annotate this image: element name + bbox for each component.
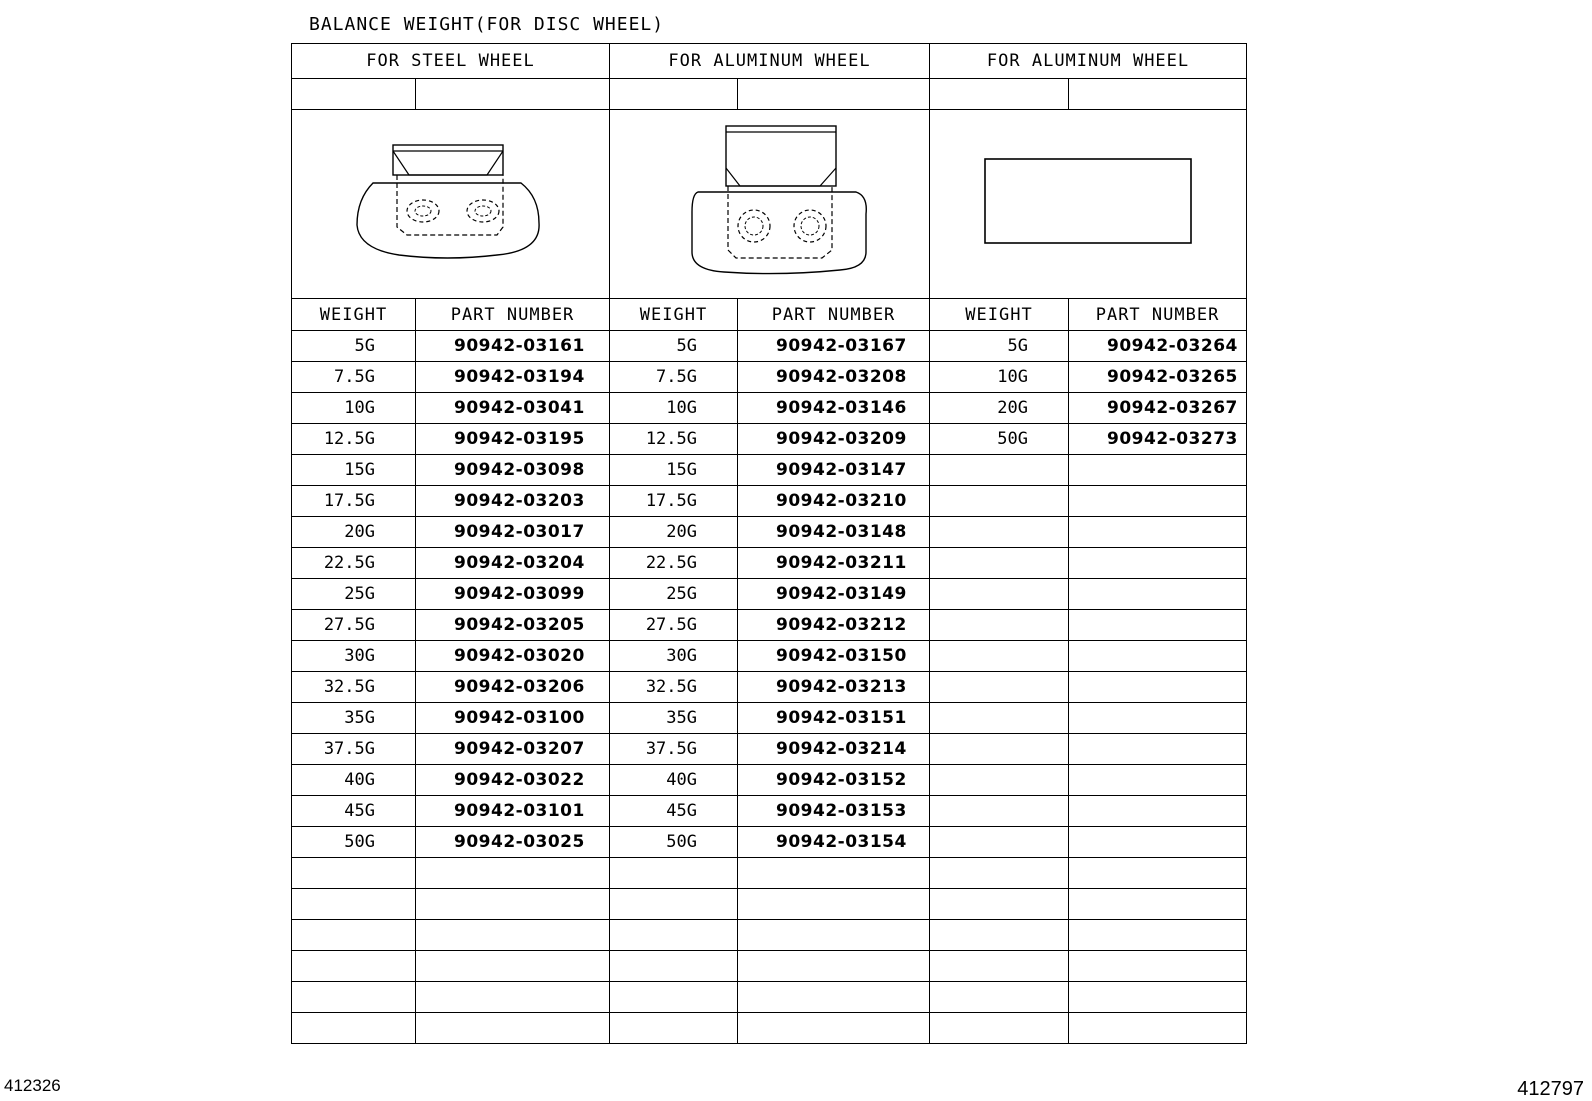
aluminum-part-number-cell: [738, 1013, 930, 1044]
aluminum-weight-cell: [610, 920, 738, 951]
steel-weight-cell: 12.5G: [292, 424, 416, 455]
steel-weight-cell: 15G: [292, 455, 416, 486]
blank-cell: [610, 79, 738, 110]
adhesive-weight-cell: [930, 920, 1069, 951]
balance-weight-table: [291, 43, 1247, 1044]
steel-part-number-cell: 90942-03205: [416, 610, 610, 641]
aluminum-weight-cell: 30G: [610, 641, 738, 672]
steel-weight-cell: 30G: [292, 641, 416, 672]
steel-weight-cell: 22.5G: [292, 548, 416, 579]
adhesive-weight-cell: [930, 486, 1069, 517]
steel-part-number-cell: 90942-03100: [416, 703, 610, 734]
steel-part-number-cell: 90942-03099: [416, 579, 610, 610]
aluminum-part-number-cell: [738, 858, 930, 889]
table-row: [292, 672, 1247, 703]
aluminum-weight-cell: [610, 1013, 738, 1044]
aluminum-part-number-cell: [738, 889, 930, 920]
col-header-weight: WEIGHT: [610, 299, 738, 331]
adhesive-weight-cell: [930, 765, 1069, 796]
aluminum-weight-cell: [610, 951, 738, 982]
aluminum-part-number-cell: 90942-03146: [738, 393, 930, 424]
table-row: [292, 1013, 1247, 1044]
section-header-aluminum-1: FOR ALUMINUM WHEEL: [610, 44, 930, 79]
steel-part-number-cell: [416, 982, 610, 1013]
col-header-weight: WEIGHT: [930, 299, 1069, 331]
steel-weight-cell: 45G: [292, 796, 416, 827]
col-header-weight: WEIGHT: [292, 299, 416, 331]
steel-part-number-cell: [416, 858, 610, 889]
aluminum-part-number-cell: 90942-03153: [738, 796, 930, 827]
drawing-row: [292, 110, 1247, 299]
table-row: [292, 393, 1247, 424]
adhesive-weight-cell: [930, 641, 1069, 672]
adhesive-weight-cell: [930, 610, 1069, 641]
adhesive-weight-cell: [930, 517, 1069, 548]
adhesive-part-number-cell: [1069, 579, 1247, 610]
table-row: [292, 331, 1247, 362]
aluminum-part-number-cell: 90942-03212: [738, 610, 930, 641]
table-row: [292, 920, 1247, 951]
table-row: [292, 579, 1247, 610]
steel-weight-cell: 32.5G: [292, 672, 416, 703]
steel-part-number-cell: [416, 920, 610, 951]
steel-weight-cell: 17.5G: [292, 486, 416, 517]
steel-part-number-cell: 90942-03195: [416, 424, 610, 455]
steel-weight-cell: 7.5G: [292, 362, 416, 393]
aluminum-weight-cell: 45G: [610, 796, 738, 827]
steel-part-number-cell: 90942-03098: [416, 455, 610, 486]
adhesive-weight-cell: [930, 734, 1069, 765]
steel-weight-cell: 37.5G: [292, 734, 416, 765]
table-row: [292, 827, 1247, 858]
aluminum-part-number-cell: [738, 920, 930, 951]
steel-part-number-cell: [416, 1013, 610, 1044]
table-row: [292, 455, 1247, 486]
aluminum-weight-cell: 37.5G: [610, 734, 738, 765]
adhesive-weight-cell: [930, 889, 1069, 920]
aluminum-weight-cell: [610, 858, 738, 889]
table-row: [292, 951, 1247, 982]
aluminum-part-number-cell: 90942-03208: [738, 362, 930, 393]
aluminum-part-number-cell: 90942-03149: [738, 579, 930, 610]
figure-id-right: 412797: [1517, 1078, 1584, 1100]
adhesive-weight-cell: [930, 703, 1069, 734]
adhesive-part-number-cell: [1069, 827, 1247, 858]
aluminum-weight-cell: 20G: [610, 517, 738, 548]
steel-weight-cell: 40G: [292, 765, 416, 796]
aluminum-part-number-cell: 90942-03210: [738, 486, 930, 517]
aluminum-weight-cell: 7.5G: [610, 362, 738, 393]
aluminum-weight-drawing-cell: [610, 110, 930, 299]
aluminum-weight-cell: 40G: [610, 765, 738, 796]
aluminum-weight-cell: [610, 982, 738, 1013]
adhesive-weight-cell: [930, 672, 1069, 703]
blank-cell: [416, 79, 610, 110]
aluminum-weight-cell: 15G: [610, 455, 738, 486]
aluminum-part-number-cell: [738, 982, 930, 1013]
table-row: [292, 982, 1247, 1013]
blank-subheader-row: [292, 79, 1247, 110]
steel-weight-cell: 50G: [292, 827, 416, 858]
table-row: [292, 858, 1247, 889]
adhesive-weight-cell: [930, 951, 1069, 982]
adhesive-part-number-cell: [1069, 486, 1247, 517]
adhesive-weight-cell: 50G: [930, 424, 1069, 455]
steel-weight-cell: 25G: [292, 579, 416, 610]
adhesive-part-number-cell: [1069, 765, 1247, 796]
steel-weight-cell: [292, 982, 416, 1013]
adhesive-part-number-cell: 90942-03265: [1069, 362, 1247, 393]
steel-part-number-cell: 90942-03207: [416, 734, 610, 765]
adhesive-weight-drawing: [983, 157, 1193, 247]
aluminum-weight-cell: 32.5G: [610, 672, 738, 703]
steel-part-number-cell: 90942-03020: [416, 641, 610, 672]
col-header-part-number: PART NUMBER: [416, 299, 610, 331]
table-row: [292, 548, 1247, 579]
aluminum-part-number-cell: 90942-03147: [738, 455, 930, 486]
aluminum-weight-cell: [610, 889, 738, 920]
aluminum-weight-cell: 25G: [610, 579, 738, 610]
steel-weight-cell: 35G: [292, 703, 416, 734]
table-row: [292, 517, 1247, 548]
steel-weight-cell: 10G: [292, 393, 416, 424]
aluminum-weight-cell: 12.5G: [610, 424, 738, 455]
aluminum-part-number-cell: 90942-03150: [738, 641, 930, 672]
table-row: [292, 610, 1247, 641]
aluminum-part-number-cell: 90942-03152: [738, 765, 930, 796]
figure-id-left: 412326: [4, 1076, 61, 1095]
col-header-part-number: PART NUMBER: [1069, 299, 1247, 331]
blank-cell: [292, 79, 416, 110]
adhesive-weight-cell: 10G: [930, 362, 1069, 393]
steel-part-number-cell: 90942-03206: [416, 672, 610, 703]
steel-part-number-cell: 90942-03161: [416, 331, 610, 362]
blank-cell: [930, 79, 1069, 110]
section-header-aluminum-2: FOR ALUMINUM WHEEL: [930, 44, 1247, 79]
column-header-row: [292, 299, 1247, 331]
aluminum-weight-cell: 10G: [610, 393, 738, 424]
aluminum-weight-cell: 5G: [610, 331, 738, 362]
adhesive-weight-cell: [930, 1013, 1069, 1044]
steel-part-number-cell: 90942-03017: [416, 517, 610, 548]
aluminum-part-number-cell: 90942-03213: [738, 672, 930, 703]
adhesive-part-number-cell: 90942-03267: [1069, 393, 1247, 424]
adhesive-part-number-cell: [1069, 858, 1247, 889]
steel-weight-cell: [292, 858, 416, 889]
table-row: [292, 641, 1247, 672]
aluminum-weight-cell: 22.5G: [610, 548, 738, 579]
adhesive-part-number-cell: [1069, 734, 1247, 765]
adhesive-weight-cell: [930, 455, 1069, 486]
aluminum-clip-weight-drawing: [670, 122, 870, 282]
adhesive-part-number-cell: [1069, 548, 1247, 579]
steel-part-number-cell: 90942-03194: [416, 362, 610, 393]
adhesive-weight-cell: [930, 796, 1069, 827]
aluminum-part-number-cell: 90942-03167: [738, 331, 930, 362]
table-row: [292, 889, 1247, 920]
adhesive-weight-drawing-cell: [930, 110, 1247, 299]
aluminum-part-number-cell: 90942-03151: [738, 703, 930, 734]
table-row: [292, 703, 1247, 734]
adhesive-part-number-cell: [1069, 1013, 1247, 1044]
steel-part-number-cell: [416, 951, 610, 982]
table-row: [292, 424, 1247, 455]
aluminum-part-number-cell: 90942-03209: [738, 424, 930, 455]
adhesive-part-number-cell: [1069, 610, 1247, 641]
adhesive-weight-cell: [930, 827, 1069, 858]
aluminum-part-number-cell: 90942-03214: [738, 734, 930, 765]
adhesive-part-number-cell: [1069, 920, 1247, 951]
aluminum-weight-cell: 35G: [610, 703, 738, 734]
table-row: [292, 796, 1247, 827]
adhesive-part-number-cell: 90942-03273: [1069, 424, 1247, 455]
steel-part-number-cell: 90942-03203: [416, 486, 610, 517]
steel-part-number-cell: 90942-03204: [416, 548, 610, 579]
section-header-steel: FOR STEEL WHEEL: [292, 44, 610, 79]
table-row: [292, 734, 1247, 765]
adhesive-part-number-cell: [1069, 672, 1247, 703]
aluminum-weight-cell: 17.5G: [610, 486, 738, 517]
adhesive-weight-cell: 20G: [930, 393, 1069, 424]
adhesive-weight-cell: [930, 548, 1069, 579]
steel-part-number-cell: 90942-03101: [416, 796, 610, 827]
section-header-row: [292, 44, 1247, 79]
adhesive-part-number-cell: [1069, 517, 1247, 548]
steel-weight-cell: [292, 889, 416, 920]
aluminum-weight-cell: 50G: [610, 827, 738, 858]
table-row: [292, 362, 1247, 393]
steel-weight-cell: 5G: [292, 331, 416, 362]
col-header-part-number: PART NUMBER: [738, 299, 930, 331]
steel-weight-cell: [292, 920, 416, 951]
steel-clip-weight-drawing: [351, 137, 551, 267]
adhesive-weight-cell: [930, 858, 1069, 889]
adhesive-weight-cell: [930, 982, 1069, 1013]
aluminum-part-number-cell: 90942-03211: [738, 548, 930, 579]
adhesive-part-number-cell: [1069, 982, 1247, 1013]
adhesive-part-number-cell: [1069, 703, 1247, 734]
adhesive-part-number-cell: [1069, 951, 1247, 982]
adhesive-weight-cell: 5G: [930, 331, 1069, 362]
steel-weight-cell: 20G: [292, 517, 416, 548]
steel-weight-drawing-cell: [292, 110, 610, 299]
adhesive-part-number-cell: [1069, 889, 1247, 920]
adhesive-part-number-cell: [1069, 641, 1247, 672]
aluminum-part-number-cell: [738, 951, 930, 982]
steel-weight-cell: [292, 1013, 416, 1044]
adhesive-part-number-cell: [1069, 455, 1247, 486]
table-row: [292, 765, 1247, 796]
blank-cell: [738, 79, 930, 110]
aluminum-part-number-cell: 90942-03154: [738, 827, 930, 858]
table-row: [292, 486, 1247, 517]
steel-part-number-cell: 90942-03041: [416, 393, 610, 424]
steel-part-number-cell: 90942-03022: [416, 765, 610, 796]
blank-cell: [1069, 79, 1247, 110]
steel-weight-cell: [292, 951, 416, 982]
aluminum-part-number-cell: 90942-03148: [738, 517, 930, 548]
adhesive-weight-cell: [930, 579, 1069, 610]
steel-part-number-cell: [416, 889, 610, 920]
adhesive-part-number-cell: 90942-03264: [1069, 331, 1247, 362]
steel-weight-cell: 27.5G: [292, 610, 416, 641]
aluminum-weight-cell: 27.5G: [610, 610, 738, 641]
adhesive-part-number-cell: [1069, 796, 1247, 827]
document-title: BALANCE WEIGHT(FOR DISC WHEEL): [309, 14, 665, 35]
steel-part-number-cell: 90942-03025: [416, 827, 610, 858]
